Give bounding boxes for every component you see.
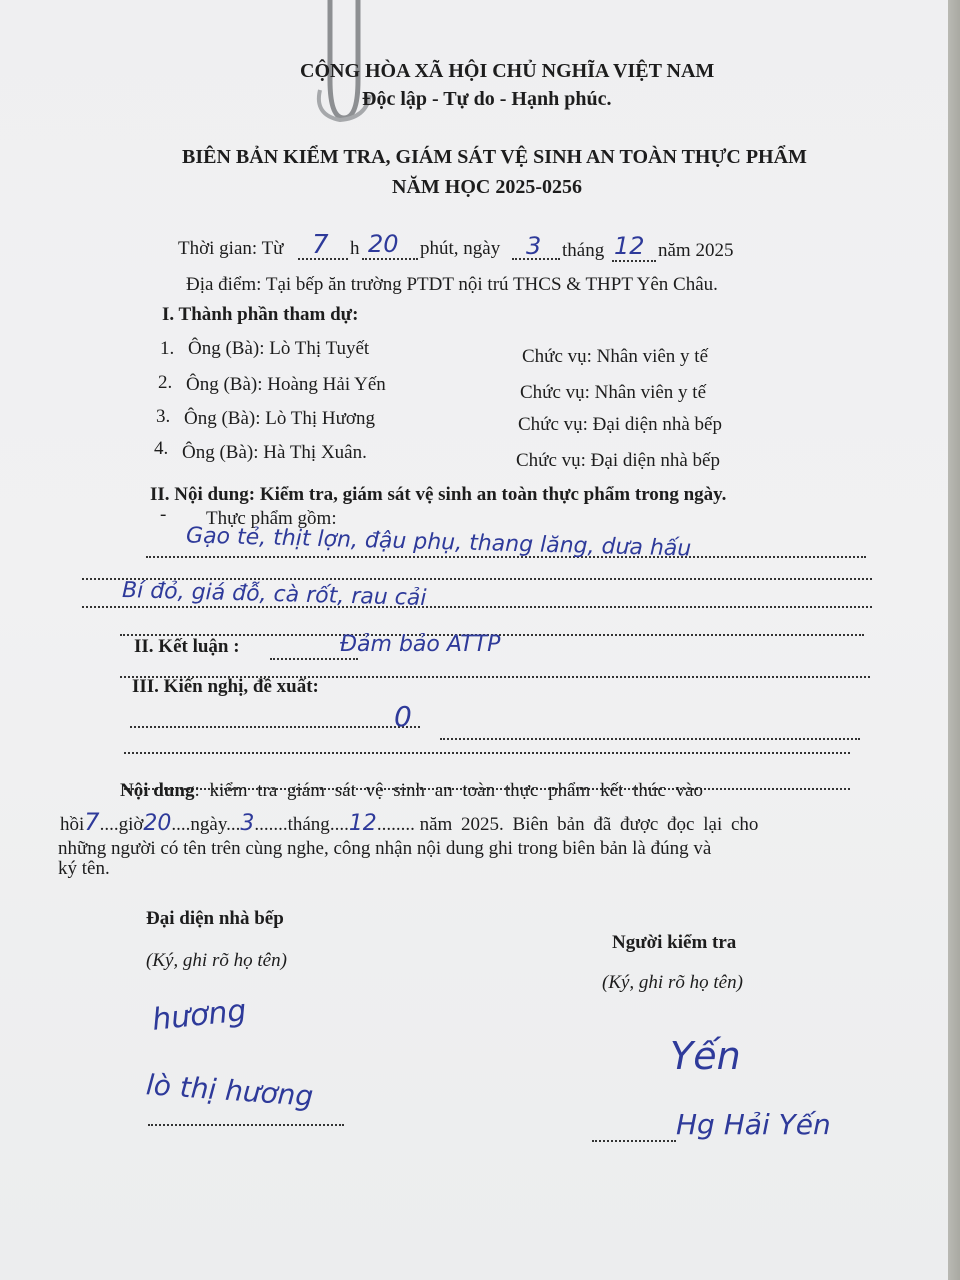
minute-value: 20 [368, 230, 399, 258]
participant-num: 3. [156, 406, 171, 427]
recommendation-dots-1b [440, 738, 860, 740]
participant-role: Chức vụ: Đại diện nhà bếp [518, 414, 722, 435]
left-signer-name: lò thị hương [145, 1068, 315, 1113]
location: Địa điểm: Tại bếp ăn trường PTDT nội trú THCS & THPT Yên Châu. [186, 274, 718, 295]
recommendation-dots-1a [130, 726, 420, 728]
closing-month: 12 [348, 811, 377, 836]
minute-dots [362, 258, 418, 260]
closing-ngay: ngày [190, 814, 227, 835]
closing-line-3: những người có tên trên cùng nghe, công nhận nội dung ghi trong biên bản là đúng và [58, 838, 712, 859]
closing-line-4: ký tên. [58, 858, 110, 879]
left-signature-note: (Ký, ghi rõ họ tên) [146, 950, 287, 971]
participant-role: Chức vụ: Nhân viên y tế [522, 346, 709, 367]
participant-num: 2. [158, 372, 173, 393]
participant-name: Ông (Bà): Lò Thị Tuyết [188, 338, 370, 359]
month-value: 12 [614, 232, 645, 260]
h-label: h [350, 238, 360, 259]
right-signature-note: (Ký, ghi rõ họ tên) [602, 972, 743, 993]
school-year: NĂM HỌC 2025-0256 [392, 176, 582, 198]
left-signature: hương [150, 993, 249, 1038]
participant-num: 1. [160, 338, 175, 359]
closing-thang: tháng [287, 814, 330, 835]
closing-day: 3 [240, 811, 255, 836]
closing-line-2: hồi7....giờ20....ngày...3.......tháng....12........ năm 2025. Biên bản đã được đọc lại cho [60, 808, 759, 836]
nation-title: CỘNG HÒA XÃ HỘI CHỦ NGHĨA VIỆT NAM [300, 60, 715, 82]
closing-bold: Nội dung [120, 780, 195, 801]
closing-rest: : kiểm tra giám sát vệ sinh an toàn thực phẩm kết thúc vào [194, 780, 703, 801]
participant-num: 4. [154, 438, 169, 459]
year-label: năm 2025 [658, 240, 734, 261]
left-signature-title: Đại diện nhà bếp [146, 908, 284, 929]
participant-role: Chức vụ: Đại diện nhà bếp [516, 450, 720, 471]
food-handwritten-line-1: Gạo tẻ, thịt lợn, đậu phụ, thang lăng, dưa hấu [185, 523, 692, 562]
content-heading: II. Nội dung: Kiểm tra, giám sát vệ sinh an toàn thực phẩm trong ngày. [150, 484, 727, 505]
month-dots [612, 260, 656, 262]
month-label: tháng [562, 240, 605, 261]
participant-name: Ông (Bà): Hà Thị Xuân. [182, 442, 367, 463]
right-signer-name: Hg Hải Yến [676, 1108, 831, 1141]
content-dash: - [160, 504, 167, 525]
conclusion-value: Đảm bảo ATTP [340, 632, 501, 657]
recommendation-label: III. Kiến nghị, đề xuất: [132, 676, 319, 697]
hour-value: 7 [312, 230, 329, 260]
motto: Độc lập - Tự do - Hạnh phúc. [362, 88, 612, 110]
closing-hoi: hồi [60, 814, 85, 835]
conclusion-label: II. Kết luận : [134, 636, 240, 657]
participant-name: Ông (Bà): Hoàng Hải Yến [186, 374, 386, 395]
participants-heading: I. Thành phần tham dự: [162, 304, 359, 325]
closing-gio: giờ [118, 814, 144, 835]
closing-minute: 20 [143, 811, 172, 836]
participant-role: Chức vụ: Nhân viên y tế [520, 382, 707, 403]
right-signature-dots [592, 1140, 676, 1142]
food-label: Thực phẩm gồm: [206, 508, 337, 529]
left-signature-dots [148, 1124, 344, 1126]
time-prefix: Thời gian: Từ [178, 238, 284, 259]
closing-hour: 7 [84, 808, 100, 836]
right-signature-title: Người kiểm tra [612, 932, 737, 953]
right-signature: Yến [670, 1034, 741, 1078]
recommendation-value: 0 [394, 700, 412, 733]
closing-line-1 [120, 780, 703, 802]
participant-name: Ông (Bà): Lò Thị Hương [184, 408, 375, 429]
binder-edge [948, 0, 960, 1280]
document-title: BIÊN BẢN KIỂM TRA, GIÁM SÁT VỆ SINH AN TOÀN THỰC PHẨM [182, 146, 807, 168]
food-handwritten-line-2: Bí đỏ, giá đỗ, cà rốt, rau cải [121, 578, 427, 611]
day-value: 3 [526, 232, 542, 260]
recommendation-dots-2 [124, 752, 850, 754]
food-dotted-line-3 [82, 606, 872, 608]
minute-label: phút, ngày [420, 238, 501, 259]
closing-nam: năm 2025. Biên bản đã được đọc lại cho [419, 814, 759, 835]
conclusion-dots-a [270, 658, 358, 660]
